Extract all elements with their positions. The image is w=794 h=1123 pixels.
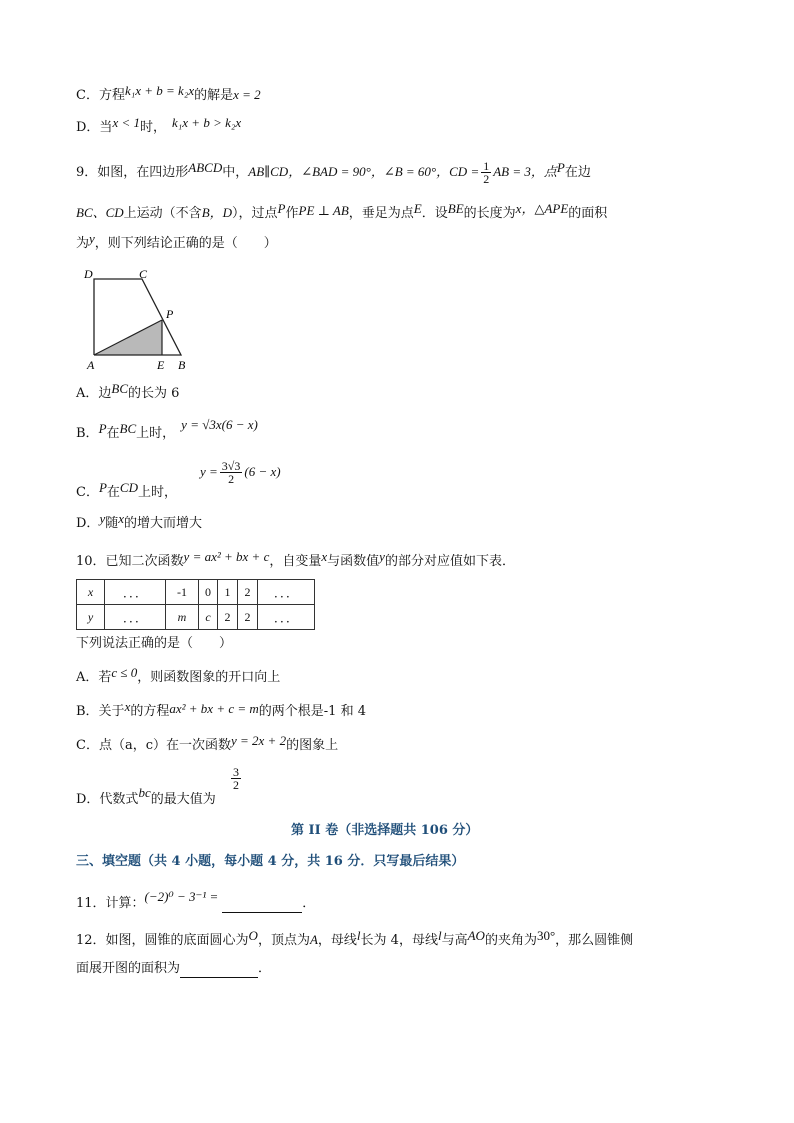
text: B．关于 [76, 704, 125, 719]
math: A [309, 932, 318, 947]
text: 的图象上 [286, 738, 339, 753]
table-cell: ．．． [105, 605, 166, 630]
text: B． [76, 426, 99, 441]
q10-option-d [76, 785, 216, 809]
table-cell: 2 [218, 605, 238, 630]
q9-option-b [76, 417, 258, 443]
text: 与高 [441, 933, 468, 948]
equation: k₁x + b = k₂x [124, 83, 195, 98]
math: x [124, 699, 131, 714]
math: P [556, 160, 565, 175]
expression: (−2)⁰ − 3⁻¹ = [144, 889, 219, 904]
text: A．若 [76, 670, 112, 685]
text: ，则下列结论正确的是（ ） [94, 236, 277, 251]
text: ，则函数图象的开口向上 [137, 670, 281, 685]
label-b: B [178, 358, 186, 372]
math: BC [119, 421, 137, 436]
math: BC、CD [76, 205, 124, 220]
q10-option-c [76, 733, 339, 755]
text: 上时， [137, 485, 177, 500]
answer-blank[interactable] [180, 963, 258, 978]
fraction [220, 460, 243, 485]
quadrilateral-diagram [78, 266, 198, 376]
table-cell: ．．． [258, 605, 315, 630]
text: 9．如图，在四边形 [76, 165, 189, 180]
math: y [379, 549, 385, 564]
numerator: 1 [483, 159, 490, 173]
math: P [98, 480, 107, 495]
text: ，顶点为 [257, 933, 310, 948]
text: 的面积 [568, 206, 608, 221]
math: y [89, 231, 95, 246]
q10-stem [76, 549, 515, 571]
formula: y = √3x(6 − x) [181, 417, 258, 432]
text: 的夹角为 [484, 933, 537, 948]
denominator: 2 [483, 172, 490, 186]
text: D． [76, 516, 100, 531]
text: ，自变量 [269, 554, 322, 569]
q9-option-d [76, 511, 203, 533]
text: 11．计算： [76, 896, 145, 911]
text: 随 [105, 516, 119, 531]
text: 与函数值 [327, 554, 380, 569]
label-d: D [84, 267, 93, 281]
q10-prompt: 下列说法正确的是（ ） [76, 636, 233, 651]
label-c: C [139, 267, 148, 281]
text: 的两个根是-1 和 4 [258, 704, 366, 719]
text: 的长度为 [463, 206, 516, 221]
math: AB = 3，点 [493, 164, 557, 179]
math: AB∥CD，∠BAD = 90°，∠B = 60°，CD = [248, 164, 480, 179]
math: ABCD [188, 160, 223, 175]
q9-figure [78, 266, 198, 380]
math: BC [111, 381, 129, 396]
text: 上时， [136, 426, 176, 441]
math: B，D [201, 205, 233, 220]
table-cell: ．．． [258, 580, 315, 605]
table-cell: m [166, 605, 199, 630]
math: x [118, 511, 125, 526]
numerator: 3√3 [221, 459, 241, 473]
math: c ≤ 0 [111, 665, 138, 680]
text: 在 [106, 426, 120, 441]
math: O [248, 928, 258, 943]
q9-option-c [76, 480, 177, 502]
q12-line1 [76, 928, 634, 950]
text: ． [258, 961, 272, 976]
table-row [77, 605, 315, 630]
text: 的部分对应值如下表． [384, 554, 515, 569]
denominator: 2 [233, 778, 239, 792]
text: 12．如图，圆锥的底面圆心为 [76, 933, 249, 948]
math: P [277, 201, 286, 216]
text: ），过点 [232, 206, 278, 221]
label-e: E [157, 358, 165, 372]
text: 的方程 [130, 704, 170, 719]
denominator: 2 [228, 472, 235, 486]
fraction [481, 160, 491, 185]
equation: ax² + bx + c = m [169, 701, 259, 716]
table-cell: 1 [218, 580, 238, 605]
text: 上运动（不含 [123, 206, 202, 221]
table-cell: y [77, 605, 105, 630]
text: 面展开图的面积为 [76, 961, 181, 976]
label-p: P [166, 307, 174, 321]
math: x [321, 549, 328, 564]
text: A．边 [76, 386, 112, 401]
text: 的最大值为 [150, 792, 216, 807]
math: P [98, 421, 107, 436]
numerator: 3 [233, 765, 239, 779]
table-cell: c [199, 605, 218, 630]
text: ． [302, 896, 316, 911]
text: 中， [222, 165, 249, 180]
value-table [76, 579, 315, 630]
q8-option-d [76, 115, 242, 137]
math: bc [138, 785, 151, 800]
math: x，△APE [515, 201, 569, 216]
math: BE [447, 201, 464, 216]
function: y = 2x + 2 [230, 733, 287, 748]
formula-right: (6 − x) [244, 464, 281, 479]
condition: x < 1 [112, 115, 140, 130]
math: y [99, 511, 106, 526]
q9-option-a [76, 381, 180, 403]
math: AO [467, 928, 485, 943]
q8-option-c [76, 83, 261, 105]
table-cell: -1 [166, 580, 199, 605]
text: 的增大而增大 [124, 516, 203, 531]
table-cell: x [77, 580, 105, 605]
inequality: k₁x + b > k₂x [172, 115, 242, 130]
table-row [77, 580, 315, 605]
text: D．代数式 [76, 792, 139, 807]
text: C．点（a，c）在一次函数 [76, 738, 231, 753]
text: ．设 [421, 206, 448, 221]
text: ，母线 [317, 933, 357, 948]
angle: 30° [536, 928, 556, 943]
text: 在边 [564, 165, 591, 180]
answer-blank[interactable] [222, 898, 302, 913]
text: D．当 [76, 120, 113, 135]
q9-stem-line3 [76, 231, 277, 253]
text: 长为 4，母线 [360, 933, 438, 948]
q12-line2 [76, 960, 271, 978]
fraction [231, 766, 241, 791]
section-2-title: 第 II 卷（非选择题共 106 分） [291, 823, 479, 838]
function: y = ax² + bx + c [183, 549, 270, 564]
q11 [76, 889, 316, 913]
formula-left: y = [200, 464, 218, 479]
q10-option-d-fraction [229, 766, 243, 791]
text: 为 [76, 236, 90, 251]
text: C． [76, 485, 99, 500]
math: CD [119, 480, 138, 495]
text: 10．已知二次函数 [76, 554, 184, 569]
text: 的解是 [194, 88, 234, 103]
table-cell: ．．． [105, 580, 166, 605]
text: 作 [285, 206, 299, 221]
q10-option-a [76, 665, 281, 687]
table-cell: 0 [199, 580, 218, 605]
q9-stem-line1 [76, 160, 591, 185]
text: ，那么圆锥侧 [555, 933, 634, 948]
math: l [356, 928, 361, 943]
table-cell: 2 [238, 605, 258, 630]
answer: x = 2 [233, 87, 261, 102]
table-cell: 2 [238, 580, 258, 605]
text: 的长为 6 [128, 386, 180, 401]
q10-option-b [76, 699, 366, 721]
text: 时， [139, 120, 166, 135]
text: ，垂足为点 [348, 206, 414, 221]
q9-option-c-formula [200, 460, 281, 485]
label-a: A [87, 358, 95, 372]
section-3-title: 三、填空题（共 4 小题，每小题 4 分，共 16 分．只写最后结果） [76, 854, 465, 869]
math: PE ⊥ AB [298, 203, 349, 218]
text: C．方程 [76, 88, 125, 103]
q9-stem-line2 [76, 201, 608, 223]
math: E [413, 201, 422, 216]
math: l [437, 928, 442, 943]
text: 在 [106, 485, 120, 500]
